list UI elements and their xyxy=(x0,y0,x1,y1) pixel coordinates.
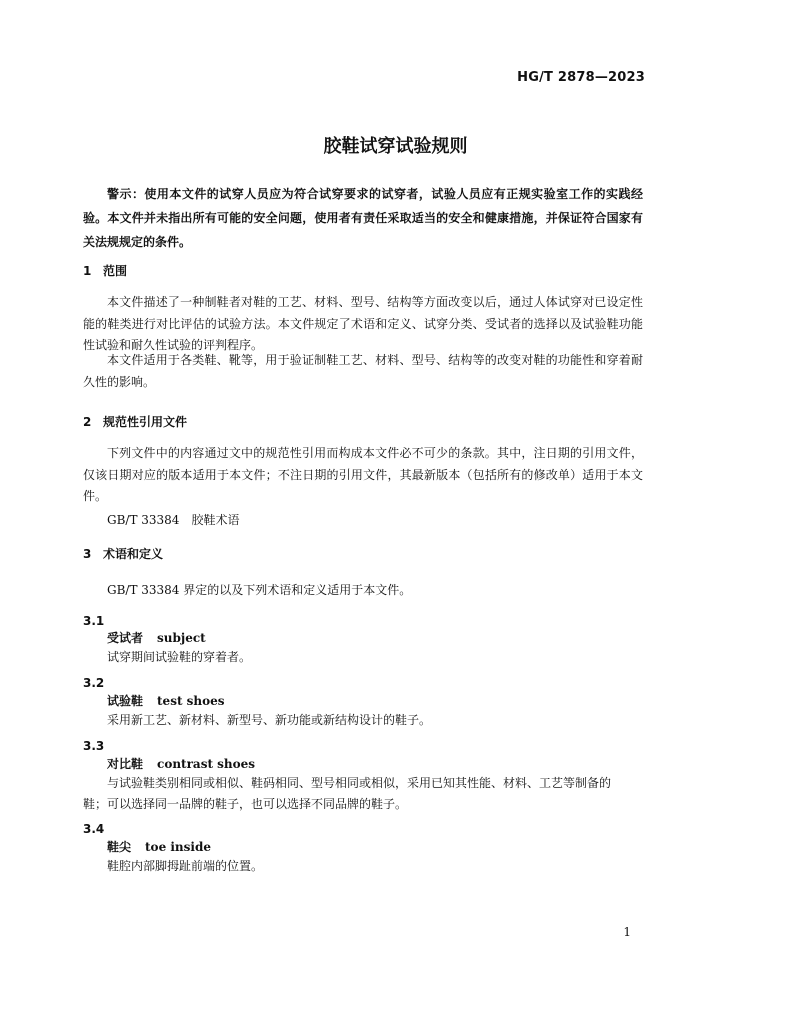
page-number: 1 xyxy=(623,925,631,939)
term-chinese: 受试者 xyxy=(107,631,144,645)
section-number: 1 xyxy=(83,264,92,278)
term-definition: 鞋腔内部脚拇趾前端的位置。 xyxy=(107,859,264,873)
section-title: 范围 xyxy=(103,264,128,278)
section-2-paragraph-1: 下列文件中的内容通过文中的规范性引用而构成本文件必不可少的条款。其中，注日期的引用文件，仅该日期对应的版本适用于本文件；不注日期的引用文件，其最新版本（包括所有的修改单）适用于本文件。 xyxy=(83,446,643,503)
section-number: 2 xyxy=(83,415,92,429)
term-chinese: 鞋尖 xyxy=(107,840,132,854)
term-heading xyxy=(107,692,225,709)
term-heading xyxy=(107,755,255,772)
term-english: toe inside xyxy=(145,840,211,854)
section-3-heading xyxy=(83,545,163,562)
term-chinese: 对比鞋 xyxy=(107,757,144,771)
term-number: 3.3 xyxy=(83,739,105,753)
term-heading xyxy=(107,838,211,855)
term-number: 3.4 xyxy=(83,822,105,836)
section-3-intro: GB/T 33384 界定的以及下列术语和定义适用于本文件。 xyxy=(107,583,412,597)
term-chinese: 试验鞋 xyxy=(107,694,144,708)
term-english: subject xyxy=(157,631,206,645)
standard-number: HG/T 2878—2023 xyxy=(517,70,645,85)
section-1-paragraph-1: 本文件描述了一种制鞋者对鞋的工艺、材料、型号、结构等方面改变以后，通过人体试穿对已设定性能的鞋类进行对比评估的试验方法。本文件规定了术语和定义、试穿分类、受试者的选择以及试验鞋功能性试验和耐久性试验的评判程序。 xyxy=(83,295,643,352)
document-title: 胶鞋试穿试验规则 xyxy=(323,136,468,157)
term-english: contrast shoes xyxy=(157,757,256,771)
term-definition: 采用新工艺、新材料、新型号、新功能或新结构设计的鞋子。 xyxy=(107,713,432,727)
section-1-paragraph-2: 本文件适用于各类鞋、靴等，用于验证制鞋工艺、材料、型号、结构等的改变对鞋的功能性和穿着耐久性的影响。 xyxy=(83,353,643,389)
section-title: 术语和定义 xyxy=(103,547,164,561)
term-definition: 试穿期间试验鞋的穿着者。 xyxy=(107,650,252,664)
term-heading xyxy=(107,629,206,646)
section-number: 3 xyxy=(83,547,92,561)
section-1-heading xyxy=(83,262,127,279)
warning-paragraph: 警示：使用本文件的试穿人员应为符合试穿要求的试穿者，试验人员应有正规实验室工作的实践经验。本文件并未指出所有可能的安全问题，使用者有责任采取适当的安全和健康措施，并保证符合国家有关法规规定的条件。 xyxy=(83,187,643,249)
section-2-heading xyxy=(83,413,187,430)
normative-reference: GB/T 33384 胶鞋术语 xyxy=(107,513,240,527)
term-definition-line-2: 鞋；可以选择同一品牌的鞋子，也可以选择不同品牌的鞋子。 xyxy=(83,797,408,811)
term-definition-line-1: 与试验鞋类别相同或相似、鞋码相同、型号相同或相似，采用已知其性能、材料、工艺等制备的 xyxy=(107,776,612,790)
section-title: 规范性引用文件 xyxy=(103,415,188,429)
term-number: 3.2 xyxy=(83,676,105,690)
term-number: 3.1 xyxy=(83,614,105,628)
term-english: test shoes xyxy=(157,694,225,708)
